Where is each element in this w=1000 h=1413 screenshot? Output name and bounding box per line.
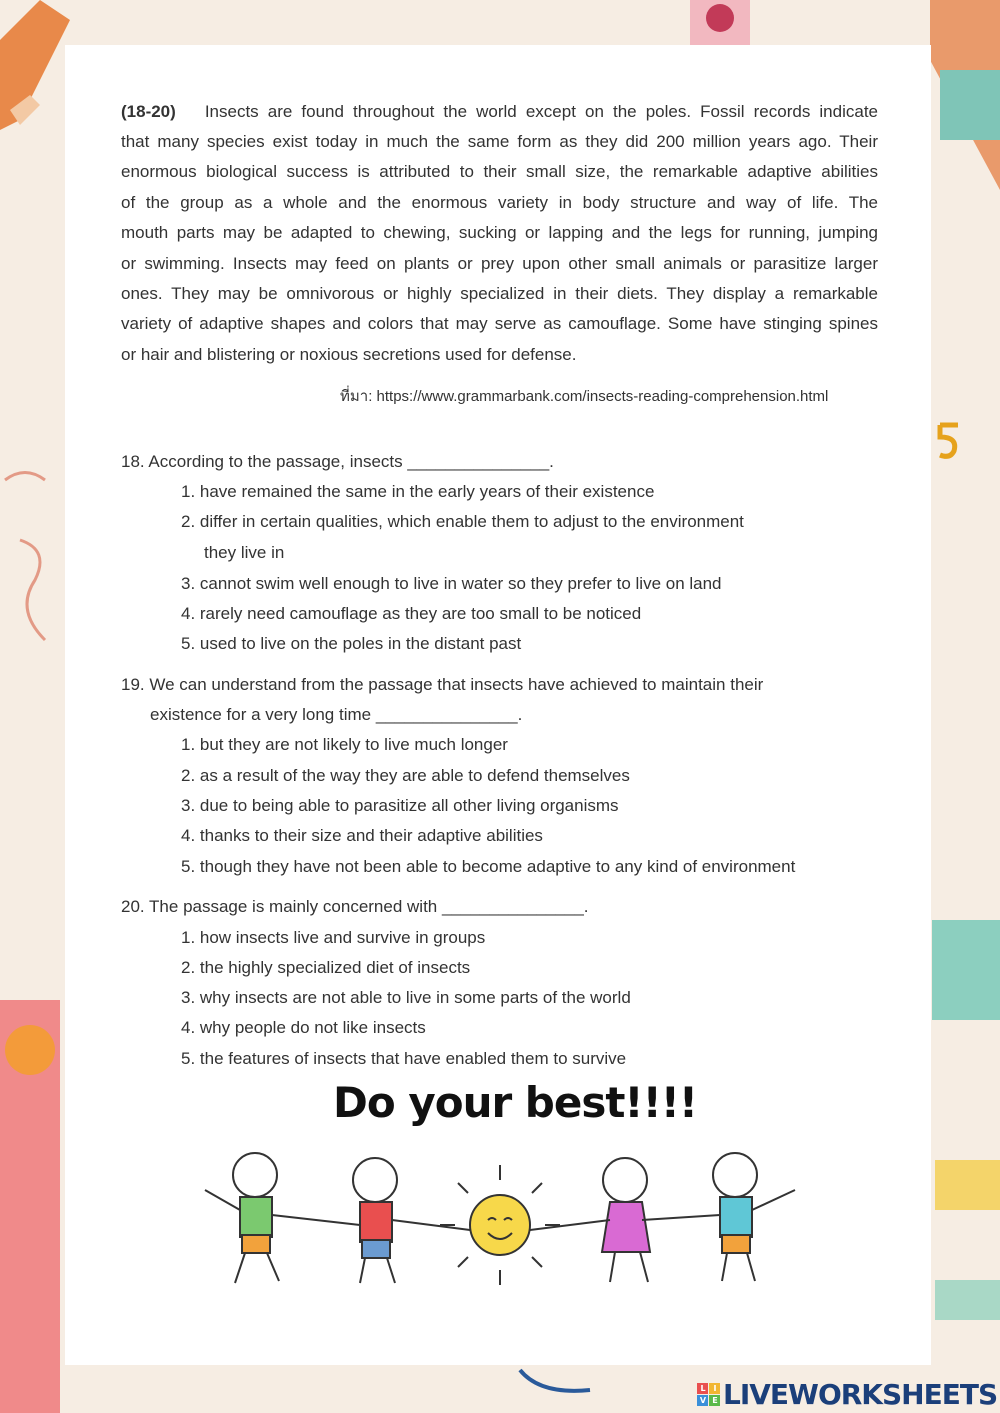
question-20-stem: 20. The passage is mainly concerned with _______________. <box>121 897 589 916</box>
logo-text: LIVEWORKSHEETS <box>723 1378 998 1411</box>
motto-heading: Do your best!!!! <box>333 1078 698 1127</box>
question-19-stem-cont: existence for a very long time _______________. <box>150 705 523 724</box>
question-18-option-5[interactable]: 5. used to live on the poles in the distant past <box>181 634 522 653</box>
question-19-option-5[interactable]: 5. though they have not been able to become adaptive to any kind of environment <box>181 857 796 876</box>
passage-line: of the group as a whole and the enormous variety in body structure and way of life. The <box>121 193 878 212</box>
passage-line: enormous biological success is attributed to their small size, the remarkable adaptive abilities <box>121 162 878 181</box>
question-18-option-2[interactable]: 2. differ in certain qualities, which enable them to adjust to the environment <box>181 512 744 531</box>
question-20-option-5[interactable]: 5. the features of insects that have enabled them to survive <box>181 1049 627 1068</box>
passage-line: that many species exist today in much the same form as they did 200 million years ago. Their <box>121 132 878 151</box>
question-19-option-4[interactable]: 4. thanks to their size and their adaptive abilities <box>181 826 543 845</box>
passage-line: or swimming. Insects may feed on plants or prey upon other small animals or parasitize larger <box>121 254 878 273</box>
question-20-option-3[interactable]: 3. why insects are not able to live in some parts of the world <box>181 988 631 1007</box>
passage-line: (18-20) Insects are found throughout the world except on the poles. Fossil records indicate <box>121 102 878 121</box>
question-18-stem: 18. According to the passage, insects _______________. <box>121 452 554 471</box>
source-citation: ที่มา: https://www.grammarbank.com/insects-reading-comprehension.html <box>340 388 829 405</box>
question-18-option-1[interactable]: 1. have remained the same in the early years of their existence <box>181 482 655 501</box>
passage-line: variety of adaptive shapes and colors that may serve as camouflage. Some have stinging spines <box>121 314 878 333</box>
question-20-option-1[interactable]: 1. how insects live and survive in groups <box>181 928 486 947</box>
passage-line: ones. They may be omnivorous or highly specialized in their diets. They display a remarkable <box>121 284 878 303</box>
question-18-option-2-cont[interactable]: they live in <box>204 543 285 562</box>
liveworksheets-logo <box>697 1378 997 1411</box>
question-19-option-2[interactable]: 2. as a result of the way they are able to defend themselves <box>181 766 630 785</box>
question-20-option-2[interactable]: 2. the highly specialized diet of insects <box>181 958 471 977</box>
passage-line: mouth parts may be adapted to chewing, sucking or lapping and the legs for running, jumping <box>121 223 878 242</box>
passage-label: (18-20) <box>121 102 176 121</box>
question-19-option-1[interactable]: 1. but they are not likely to live much longer <box>181 735 508 754</box>
kids-sun-illustration <box>200 1135 810 1295</box>
question-20-option-4[interactable]: 4. why people do not like insects <box>181 1018 426 1037</box>
question-18-option-3[interactable]: 3. cannot swim well enough to live in water so they prefer to live on land <box>181 574 722 593</box>
passage-line: or hair and blistering or noxious secretions used for defense. <box>121 345 577 364</box>
logo-badge: L I V E <box>697 1383 720 1406</box>
question-19-stem: 19. We can understand from the passage that insects have achieved to maintain their <box>121 675 764 694</box>
question-19-option-3[interactable]: 3. due to being able to parasitize all other living organisms <box>181 796 619 815</box>
question-18-option-4[interactable]: 4. rarely need camouflage as they are too small to be noticed <box>181 604 642 623</box>
